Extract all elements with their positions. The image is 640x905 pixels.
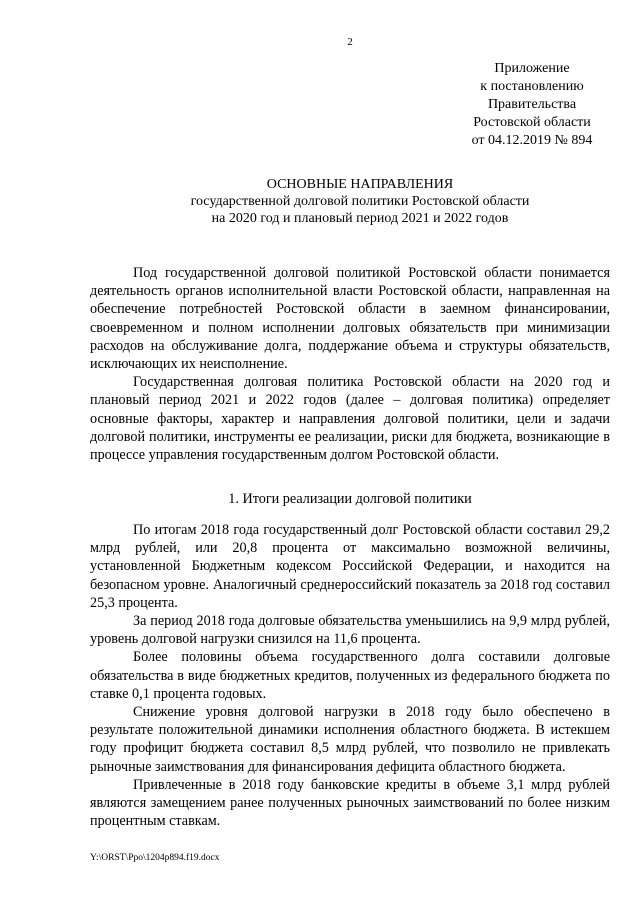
paragraph: Государственная долговая политика Ростовской области на 2020 год и плановый период 2021 и 2022 годов (далее – долговая политика) определяет основные факторы, характер и направления долговой политики, цели и задачи долговой политики, инструменты ее реализации, риски для бюджета, возникающие в процессе управления государственным долгом Ростовской области. [90,374,610,464]
appendix-line: к постановлению [480,79,584,94]
appendix-line: Приложение [494,61,570,76]
paragraph: Снижение уровня долговой нагрузки в 2018 году было обеспечено в результате положительной динамики исполнения областного бюджета. В истекшем году профицит бюджета составил 8,5 млрд рублей, что позволило не привлекать рыночные заимствования для финансирования дефицита областного бюджета. [90,704,610,775]
paragraph: По итогам 2018 года государственный долг Ростовской области составил 29,2 млрд рублей, или 20,8 процента от максимально возможной величины, установленной Бюджетным кодексом Российской Федерации, и находится на безопасном уровне. Аналогичный среднероссийский показатель за 2018 год составил 25,3 процента. [90,522,610,611]
appendix-date-number: от 04.12.2019 № 894 [471,133,593,148]
appendix-header [440,60,624,150]
title-period: на 2020 год и плановый период 2021 и 2022 годов [211,211,509,226]
paragraph: За период 2018 года долговые обязательства уменьшились на 9,9 млрд рублей, уровень долговой нагрузки снизился на 11,6 процента. [90,613,610,648]
document-title [110,176,610,227]
section-heading: 1. Итоги реализации долговой политики [228,491,472,507]
paragraph: Более половины объема государственного долга составили долговые обязательства в виде бюджетных кредитов, полученных из федерального бюджета по ставке 0,1 процента годовых. [90,649,610,702]
intro-section [90,264,610,464]
section-1-body [90,521,610,830]
appendix-line: Правительства [487,97,577,112]
page-number: 2 [347,36,353,48]
footer-file-path: Y:\ORST\Ppo\1204p894.f19.docx [90,853,220,863]
title-subtitle: государственной долговой политики Ростовской области [190,194,530,209]
paragraph: Под государственной долговой политикой Ростовской области понимается деятельность органов исполнительной власти Ростовской области, направленная на обеспечение потребностей Ростовской области в заемном финансировании, своевременном и полном исполнении долговых обязательств при минимизации расходов на обслуживание долга, поддержание объема и структуры обязательств, исключающих их неисполнение. [90,265,610,373]
appendix-line: Ростовской области [473,115,591,130]
title-main: ОСНОВНЫЕ НАПРАВЛЕНИЯ [266,177,454,192]
paragraph: Привлеченные в 2018 году банковские кредиты в объеме 3,1 млрд рублей являются замещением ранее полученных рыночных заимствований по более низким процентным ставкам. [90,776,610,830]
